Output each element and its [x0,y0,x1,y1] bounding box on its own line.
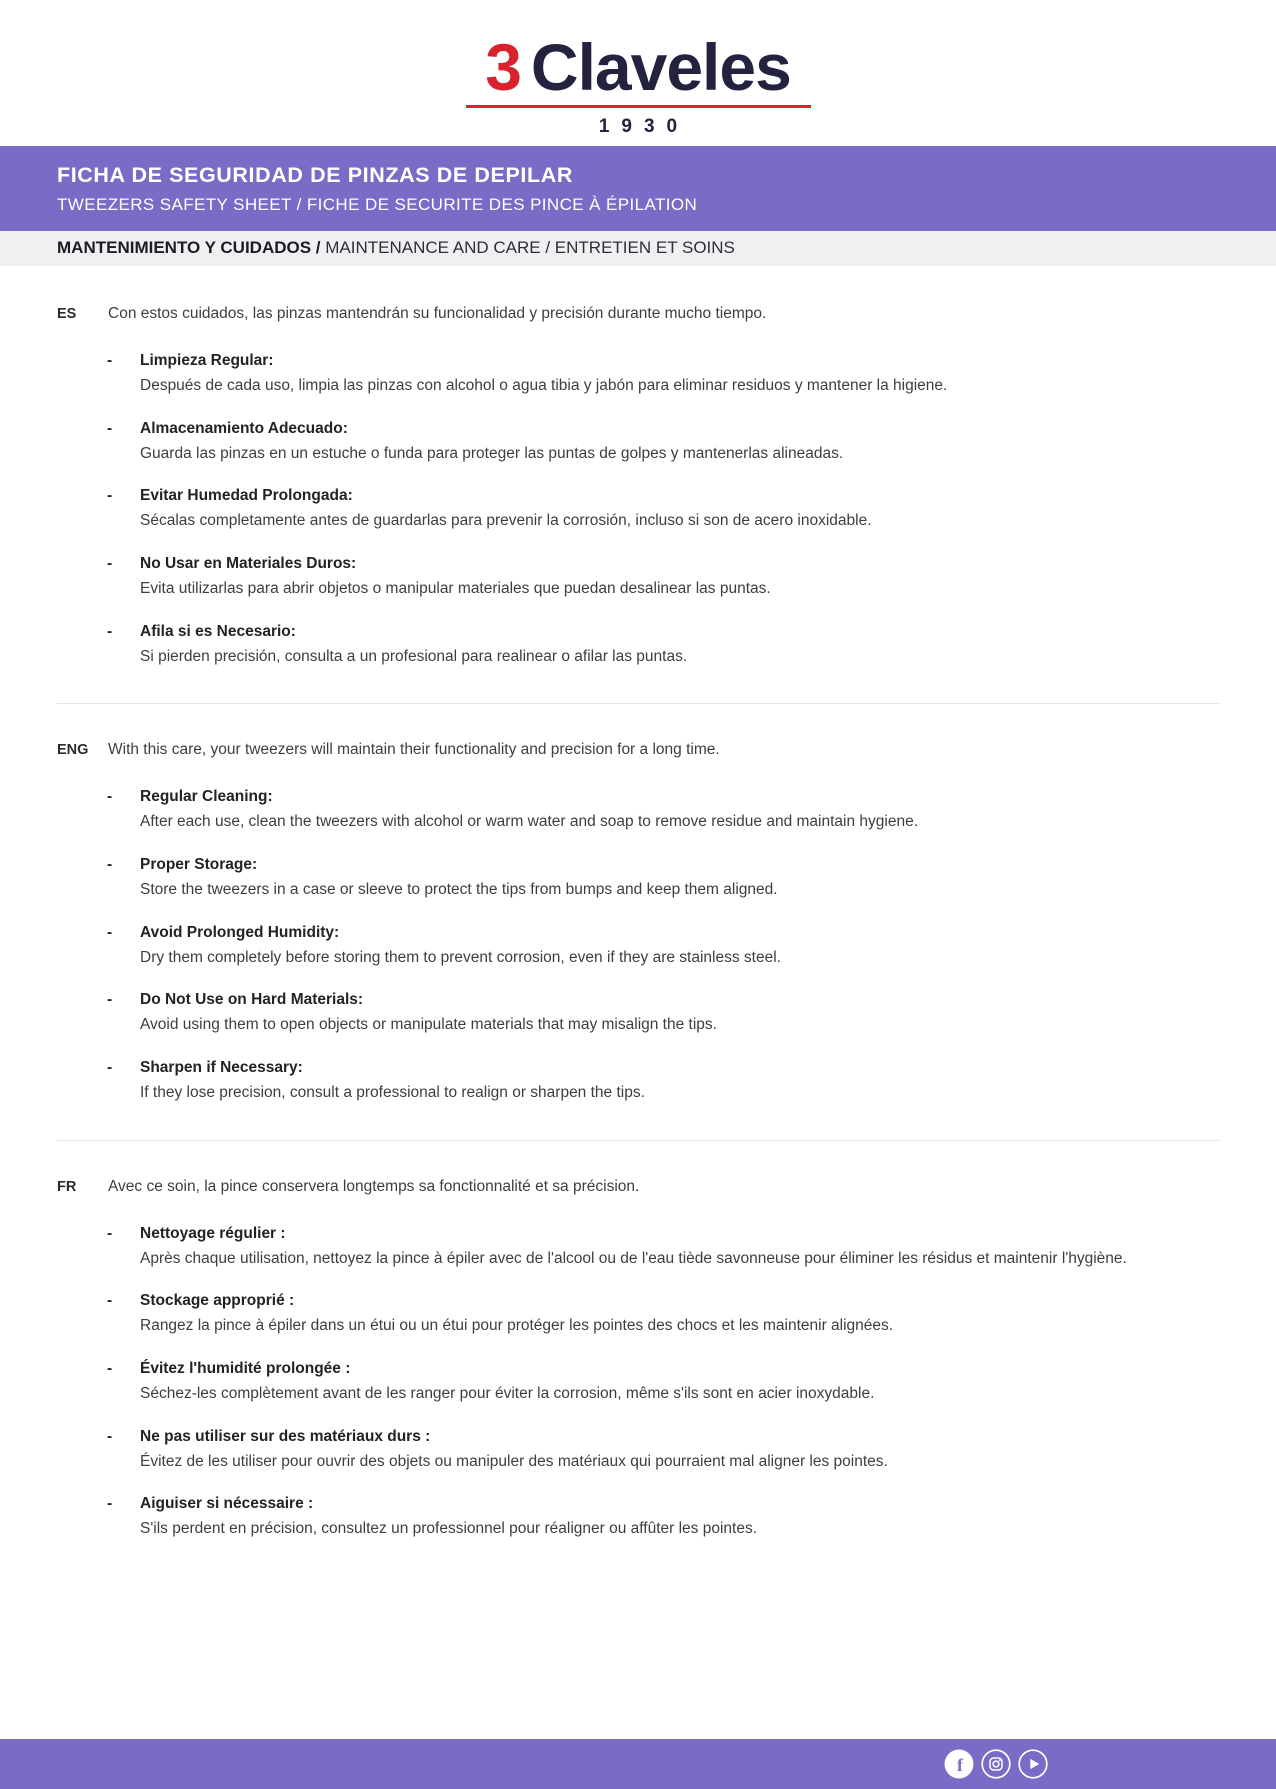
title-banner [0,146,1276,231]
youtube-icon[interactable] [1018,1749,1048,1779]
care-item-list [57,1225,1219,1540]
care-item [107,487,1219,532]
bullet-dash: - [107,622,113,640]
care-item [107,623,1219,668]
care-item [107,1059,1219,1104]
bullet-dash: - [107,855,113,873]
care-item-title: Ne pas utiliser sur des matériaux durs : [140,1427,431,1445]
care-item-title: Évitez l'humidité prolongée : [140,1360,351,1378]
bullet-dash: - [107,419,113,437]
care-item-title: Proper Storage: [140,855,258,873]
care-item-text: S'ils perdent en précision, consultez un professionnel pour réaligner ou affûter les pointes. [140,1520,758,1538]
section-header-rest: MAINTENANCE AND CARE / ENTRETIEN ET SOINS [320,238,735,257]
care-item-text: After each use, clean the tweezers with alcohol or warm water and soap to remove residue and maintain hygiene. [140,813,919,831]
care-item-list [57,788,1219,1103]
care-item-text: Avoid using them to open objects or manipulate materials that may misalign the tips. [140,1016,717,1034]
care-item [107,856,1219,901]
logo-name: Claveles [530,30,791,104]
care-item-text: Dry them completely before storing them to prevent corrosion, even if they are stainless steel. [140,948,781,966]
care-item-title: Evitar Humedad Prolongada: [140,487,353,505]
lang-label-eng: ENG [57,742,89,759]
section-divider [57,1140,1219,1141]
footer-bar [0,1739,1276,1789]
care-item-title: No Usar en Materiales Duros: [140,554,357,572]
intro-row [57,1177,1219,1198]
intro-row [57,304,1219,325]
banner-subtitle: TWEEZERS SAFETY SHEET / FICHE DE SECURITE DES PINCE À ÉPILATION [57,195,698,214]
care-item-title: Nettoyage régulier : [140,1224,286,1242]
care-item-text: Rangez la pince à épiler dans un étui ou un étui pour protéger les pointes des chocs et les maintenir alignées. [140,1317,894,1335]
bullet-dash: - [107,991,113,1009]
instagram-icon[interactable] [981,1749,1011,1779]
care-item-list [57,352,1219,667]
bullet-dash: - [107,351,113,369]
lang-label-fr: FR [57,1178,77,1195]
care-item-text: Store the tweezers in a case or sleeve to protect the tips from bumps and keep them aligned. [140,880,778,898]
brand-logo-text [485,30,791,104]
lang-section-es [57,304,1219,667]
intro-row [57,740,1219,761]
document-body [0,266,1276,1563]
lang-section-eng [57,740,1219,1103]
care-item [107,1225,1219,1270]
care-item [107,420,1219,465]
bullet-dash: - [107,788,113,806]
lang-section-fr [57,1177,1219,1540]
care-item-title: Afila si es Necesario: [140,622,296,640]
care-item [107,352,1219,397]
care-item [107,1292,1219,1337]
care-item-text: Après chaque utilisation, nettoyez la pince à épiler avec de l'alcool ou de l'eau tiède savonneuse pour éliminer les résidus et maintenir l'hygiène. [140,1249,1127,1267]
care-item-title: Stockage approprié : [140,1292,295,1310]
care-item-text: Después de cada uso, limpia las pinzas con alcohol o agua tibia y jabón para eliminar residuos y mantener la higiene. [140,376,948,394]
facebook-icon[interactable] [944,1749,974,1779]
care-item-text: Séchez-les complètement avant de les ranger pour éviter la corrosion, même s'ils sont en acier inoxydable. [140,1385,875,1403]
care-item-title: Regular Cleaning: [140,788,273,806]
care-item-text: Guarda las pinzas en un estuche o funda para proteger las puntas de golpes y mantenerlas alineadas. [140,444,844,462]
care-item-text: Evita utilizarlas para abrir objetos o manipular materiales que puedan desalinear las puntas. [140,579,771,597]
care-item-title: Aiguiser si nécessaire : [140,1495,314,1513]
bullet-dash: - [107,1224,113,1242]
care-item [107,555,1219,600]
care-item [107,1495,1219,1540]
logo-year: 1930 [598,116,690,137]
logo-number: 3 [485,30,521,104]
care-item [107,924,1219,969]
section-header [0,231,1276,266]
care-item-text: Si pierden precisión, consulta a un profesional para realinear o afilar las puntas. [140,647,688,665]
care-item [107,788,1219,833]
brand-logo [0,0,1276,146]
care-item-text: Sécalas completamente antes de guardarlas para prevenir la corrosión, incluso si son de acero inoxidable. [140,512,872,530]
section-intro: Avec ce soin, la pince conservera longtemps sa fonctionnalité et sa précision. [108,1177,640,1195]
bullet-dash: - [107,1427,113,1445]
care-item-title: Avoid Prolonged Humidity: [140,923,340,941]
bullet-dash: - [107,923,113,941]
bullet-dash: - [107,1292,113,1310]
lang-label-es: ES [57,306,77,322]
bullet-dash: - [107,1495,113,1513]
bullet-dash: - [107,554,113,572]
section-intro: With this care, your tweezers will maintain their functionality and precision for a long time. [108,741,720,759]
bullet-dash: - [107,1360,113,1378]
logo-red-rule [466,105,811,108]
care-item-title: Limpieza Regular: [140,351,274,369]
care-item [107,991,1219,1036]
bullet-dash: - [107,487,113,505]
section-intro: Con estos cuidados, las pinzas mantendrán su funcionalidad y precisión durante mucho tiempo. [108,305,767,322]
care-item-title: Almacenamiento Adecuado: [140,419,348,437]
section-divider [57,703,1219,704]
care-item [107,1360,1219,1405]
care-item-title: Sharpen if Necessary: [140,1059,303,1077]
care-item-text: If they lose precision, consult a professional to realign or sharpen the tips. [140,1084,645,1102]
care-item [107,1428,1219,1473]
svg-text:f: f [957,1755,963,1775]
care-item-title: Do Not Use on Hard Materials: [140,991,364,1009]
section-header-highlight: MANTENIMIENTO Y CUIDADOS / [57,238,321,257]
care-item-text: Évitez de les utiliser pour ouvrir des objets ou manipuler des matériaux qui pourraient mal aligner les pointes. [140,1452,888,1470]
bullet-dash: - [107,1059,113,1077]
banner-title: FICHA DE SEGURIDAD DE PINZAS DE DEPILAR [57,163,573,187]
